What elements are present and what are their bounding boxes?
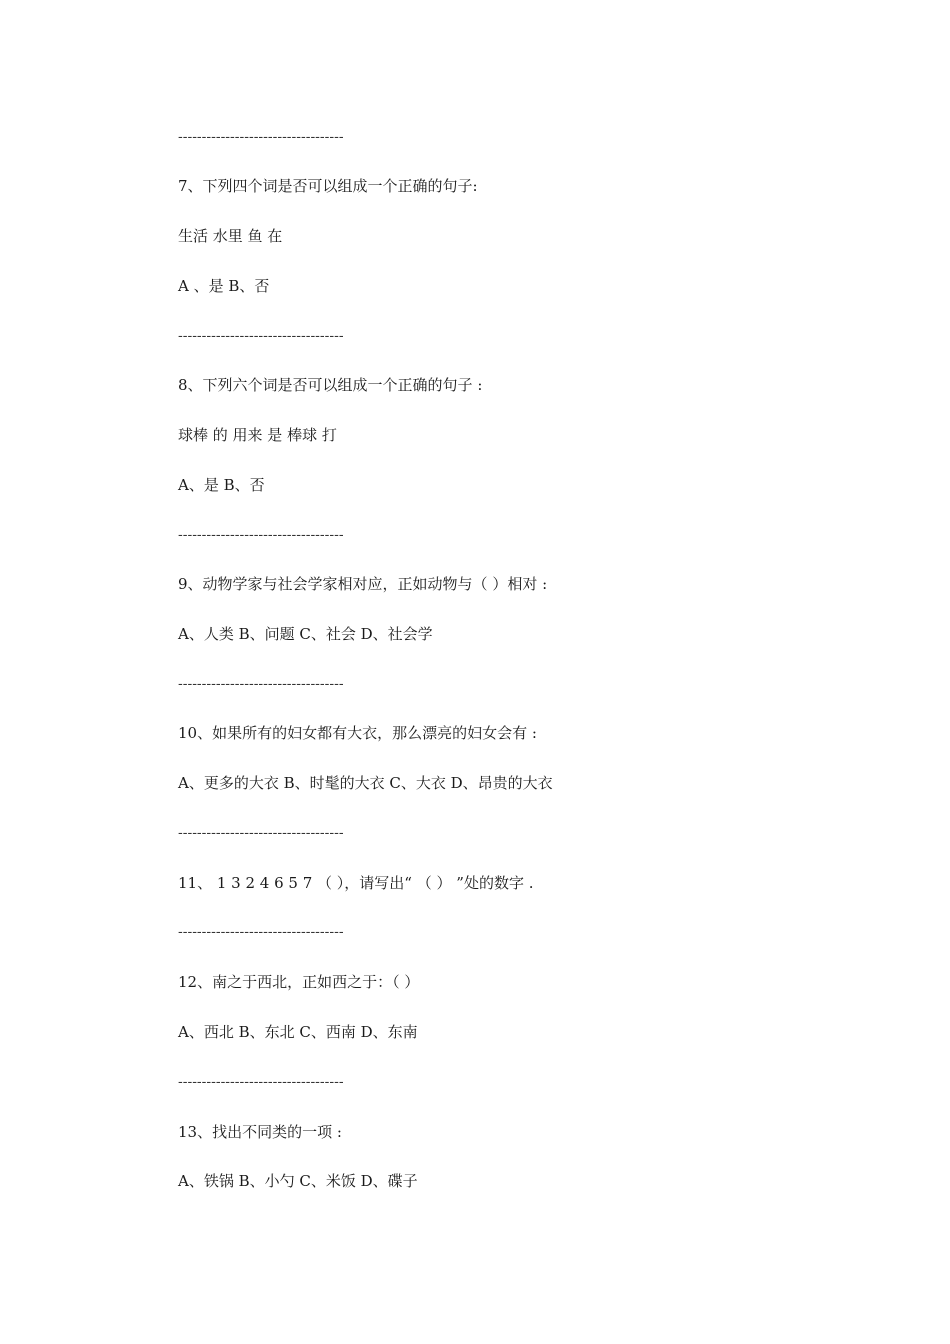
question-13-options: A、铁锅 B、小勺 C、米饭 D、碟子 <box>178 1172 418 1190</box>
question-9: 9、动物学家与社会学家相对应，正如动物与（ ）相对 : <box>178 575 548 593</box>
separator: ----------------------------------- <box>178 1074 344 1090</box>
question-8-words: 球棒 的 用来 是 棒球 打 <box>178 426 337 444</box>
question-10: 10、如果所有的妇女都有大衣，那么漂亮的妇女会有 : <box>178 724 537 742</box>
separator: ----------------------------------- <box>178 129 344 145</box>
question-12-options: A、西北 B、东北 C、西南 D、东南 <box>178 1023 418 1041</box>
question-13: 13、找出不同类的一项 : <box>178 1123 342 1141</box>
question-7-options: A 、是 B、否 <box>178 277 270 295</box>
question-8: 8、下列六个词是否可以组成一个正确的句子 : <box>178 376 483 394</box>
question-11: 11、 1 3 2 4 6 5 7 （ ），请写出“ （ ） ”处的数字 . <box>178 874 534 892</box>
question-7-words: 生活 水里 鱼 在 <box>178 227 283 245</box>
question-12: 12、南之于西北，正如西之于：（ ） <box>178 973 420 991</box>
question-9-options: A、人类 B、问题 C、社会 D、社会学 <box>178 625 433 643</box>
question-8-options: A、是 B、否 <box>178 476 265 494</box>
separator: ----------------------------------- <box>178 328 344 344</box>
question-7: 7、下列四个词是否可以组成一个正确的句子: <box>178 177 478 195</box>
separator: ----------------------------------- <box>178 527 344 543</box>
separator: ----------------------------------- <box>178 924 344 940</box>
separator: ----------------------------------- <box>178 676 344 692</box>
separator: ----------------------------------- <box>178 825 344 841</box>
question-10-options: A、更多的大衣 B、时髦的大衣 C、大衣 D、昂贵的大衣 <box>178 774 553 792</box>
